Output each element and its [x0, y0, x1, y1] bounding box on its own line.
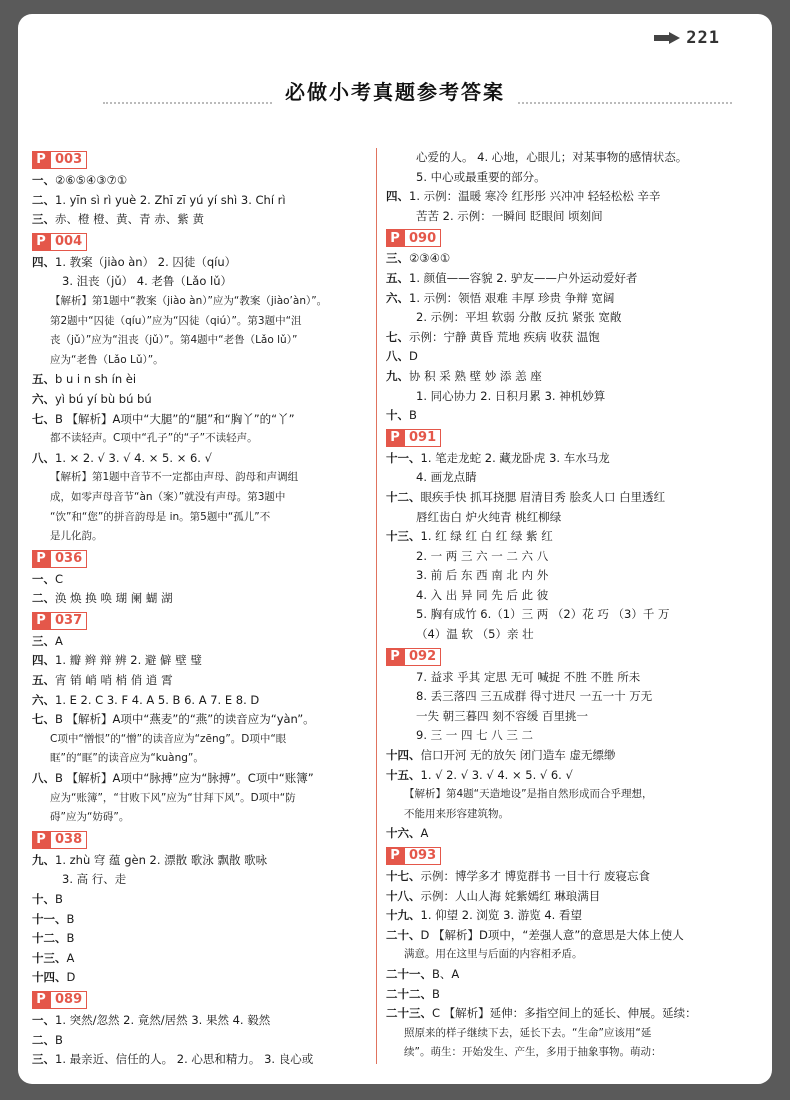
answer-line: [386, 508, 754, 528]
answer-text: 心爱的人。 4. 心地，心眼儿；对某事物的感情状态。: [416, 150, 688, 164]
answer-text: D: [66, 970, 76, 985]
answer-text: 续”。萌生：开始发生、产生，多用于抽象事物。萌动：: [404, 1046, 662, 1059]
answer-line: [32, 949, 372, 969]
answer-text: 1. E 2. C 3. F 4. A 5. B 6. A 7. E 8. D: [55, 692, 260, 707]
question-number: 十八、: [386, 888, 421, 903]
answer-line: [386, 347, 754, 367]
section-page-number: 091: [404, 429, 441, 447]
question-number: 一、: [32, 1012, 55, 1027]
answer-explanation: [386, 945, 754, 965]
answer-text: 1. 示例：温暖 寒冷 红彤彤 兴冲冲 轻轻松松 辛辛: [409, 189, 661, 204]
answer-line: [32, 272, 372, 292]
question-number: 二十、: [386, 927, 421, 942]
answer-line: [32, 968, 372, 988]
answer-line: [386, 249, 754, 269]
answer-line: [32, 1011, 372, 1031]
answer-line: [32, 570, 372, 590]
answer-line: [32, 651, 372, 671]
question-number: 六、: [386, 290, 409, 305]
answer-line: [386, 387, 754, 407]
section-page-badge: [32, 990, 372, 1010]
answer-text: 3. 前 后 东 西 南 北 内 外: [416, 568, 549, 583]
answer-line: [386, 367, 754, 387]
answer-line: [32, 210, 372, 230]
answer-text: 5. 中心或最重要的部分。: [416, 169, 546, 184]
question-number: 五、: [32, 673, 55, 688]
question-number: 二、: [32, 192, 55, 207]
answer-text: 【解析】第1题中“教案（jiào àn）”应为“教案（jiào’àn）”。: [50, 294, 328, 307]
answer-text: B: [66, 931, 75, 946]
answer-line: [32, 1050, 372, 1070]
answer-text: 1. yīn sì rì yuè 2. Zhī zī yú yí shì 3. Chí rì: [55, 192, 286, 207]
answer-text: 照原来的样子继续下去，延长下去。“生命”应该用“延: [404, 1026, 652, 1039]
answer-text: B 【解析】A项中“大腿”的“腿”和“胸丫”的“丫”: [55, 411, 295, 426]
question-number: 四、: [32, 254, 55, 269]
answer-line: [386, 824, 754, 844]
page-p-icon: P: [386, 229, 404, 247]
answer-text: 1. 瓣 辫 辩 辨 2. 避 僻 壁 璧: [55, 653, 202, 668]
answer-text: 5. 胸有成竹 6.（1）三 两 （2）花 巧 （3）千 万: [416, 607, 670, 622]
answer-text: 协 积 采 熟 壁 妙 添 恙 座: [409, 368, 542, 383]
section-page-badge: [32, 549, 372, 569]
answer-explanation: [32, 789, 372, 809]
question-number: 十九、: [386, 908, 421, 923]
answer-text: C: [55, 571, 64, 586]
answer-text: 1. × 2. √ 3. √ 4. × 5. × 6. √: [55, 450, 212, 465]
answer-line: [386, 269, 754, 289]
question-number: 一、: [32, 571, 55, 586]
question-number: 六、: [32, 692, 55, 707]
answer-explanation: [32, 488, 372, 508]
answer-text: 1. 同心协力 2. 日积月累 3. 神机妙算: [416, 388, 606, 403]
answer-text: 碍”应为“妨碍”。: [50, 811, 130, 824]
answer-page: [18, 14, 772, 1084]
answer-text: 1. 红 绿 红 白 红 绿 紫 红: [420, 529, 553, 544]
answer-explanation: [32, 749, 372, 769]
answer-text: 1. 突然/忽然 2. 竟然/居然 3. 果然 4. 毅然: [55, 1012, 271, 1027]
question-number: 十二、: [32, 931, 67, 946]
section-page-badge: [386, 228, 754, 248]
answer-text: 示例：人山人海 姹紫嫣红 琳琅满目: [420, 888, 601, 903]
answer-line: [32, 671, 372, 691]
answer-line: [386, 926, 754, 946]
question-number: 十四、: [32, 970, 67, 985]
answer-text: C 【解析】延伸：多指空间上的延长、伸展。延续：: [432, 1006, 697, 1021]
answer-line: [386, 746, 754, 766]
page-number-text: 221: [686, 28, 720, 48]
answer-explanation: [32, 351, 372, 371]
answer-line: [386, 207, 754, 227]
answer-text: 2. 一 两 三 六 一 二 六 八: [416, 548, 549, 563]
answer-text: 满意。用在这里与后面的内容相矛盾。: [404, 948, 583, 961]
question-number: 十七、: [386, 869, 421, 883]
page-number: [654, 28, 720, 48]
question-number: 六、: [32, 391, 55, 406]
answer-explanation: [32, 468, 372, 488]
answer-text: 眼疾手快 抓耳挠腮 眉清目秀 脍炙人口 白里透红: [420, 489, 666, 504]
answer-line: [32, 870, 372, 890]
question-number: 五、: [32, 372, 55, 387]
page-p-icon: P: [32, 233, 50, 251]
answer-text: 8. 丢三落四 三五成群 得寸进尺 一五一十 万无: [416, 689, 653, 704]
answer-text: C项中“憎恨”的“憎”的读音应为“zēng”。D项中“眼: [50, 732, 287, 745]
answer-text: 宵 销 峭 哨 梢 俏 逍 霄: [55, 673, 173, 688]
answer-line: [32, 449, 372, 469]
left-column: [32, 148, 372, 1070]
section-page-number: 092: [404, 648, 441, 666]
question-number: 二十二、: [386, 986, 432, 1001]
answer-explanation: [386, 785, 754, 805]
answer-text: 9. 三 一 四 七 八 三 二: [416, 728, 534, 743]
section-page-badge: [32, 232, 372, 252]
answer-line: [386, 566, 754, 586]
answer-text: b u i n sh ín èi: [55, 372, 137, 387]
answer-text: 1. 仰望 2. 浏览 3. 游览 4. 看望: [420, 908, 582, 923]
answer-text: B: [432, 986, 440, 1001]
answer-line: [386, 726, 754, 746]
answer-text: 1. 示例：领悟 艰难 丰厚 珍贵 争辩 宽阔: [409, 290, 615, 305]
answer-line: [32, 710, 372, 730]
question-number: 四、: [386, 189, 409, 204]
section-page-number: 038: [50, 831, 87, 849]
question-number: 十二、: [386, 489, 421, 504]
section-page-number: 037: [50, 612, 87, 630]
answer-line: [32, 851, 372, 871]
answer-explanation: [32, 808, 372, 828]
answer-text: 2. 示例：平坦 软弱 分散 反抗 紧张 宽敞: [416, 310, 622, 325]
question-number: 十一、: [32, 911, 67, 926]
answer-line: [386, 168, 754, 188]
section-page-badge: [386, 428, 754, 448]
answer-line: [386, 148, 754, 168]
question-number: 十六、: [386, 826, 421, 841]
answer-text: “饮”和“您”的拼音韵母是 in。第5题中“孤儿”不: [50, 510, 271, 523]
question-number: 八、: [32, 771, 55, 786]
page-p-icon: P: [32, 550, 50, 568]
section-page-badge: [386, 846, 754, 866]
answer-line: [386, 906, 754, 926]
answer-text: 4. 入 出 异 同 先 后 此 彼: [416, 587, 549, 602]
question-number: 三、: [32, 212, 55, 227]
answer-explanation: [386, 1024, 754, 1044]
page-p-icon: P: [386, 648, 404, 666]
answer-explanation: [32, 730, 372, 750]
answer-line: [386, 867, 754, 887]
arrow-right-icon: [654, 32, 680, 44]
answer-text: 1. 教案（jiào àn） 2. 囚徒（qíu）: [55, 254, 237, 269]
question-number: 二十三、: [386, 1006, 432, 1021]
page-p-icon: P: [386, 847, 404, 865]
question-number: 八、: [386, 349, 409, 364]
answer-text: 苦苦 2. 示例：一瞬间 眨眼间 顷刻间: [416, 208, 603, 223]
section-page-number: 003: [50, 151, 87, 169]
question-number: 十、: [386, 408, 409, 423]
answer-text: B: [409, 408, 417, 423]
answer-line: [32, 191, 372, 211]
answer-line: [386, 625, 754, 645]
answer-line: [386, 289, 754, 309]
answer-line: [386, 328, 754, 348]
page-p-icon: P: [32, 151, 50, 169]
page-title: 必做小考真题参考答案: [273, 80, 517, 104]
question-number: 五、: [386, 270, 409, 285]
question-number: 三、: [32, 633, 55, 648]
right-column: [386, 148, 754, 1063]
answer-line: [386, 965, 754, 985]
answer-line: [386, 668, 754, 688]
answer-text: 【解析】第1题中音节不一定都由声母、韵母和声调组: [50, 471, 299, 484]
answer-line: [386, 527, 754, 547]
answer-text: 【解析】第4题“天造地设”是指自然形成而合乎理想，: [404, 788, 653, 801]
question-number: 十一、: [386, 450, 421, 465]
answer-text: A: [420, 826, 429, 841]
answer-text: （4）温 软 （5）亲 壮: [416, 627, 534, 642]
answer-text: ②⑥⑤④③⑦①: [55, 173, 128, 187]
answer-line: [32, 632, 372, 652]
answer-line: [386, 707, 754, 727]
answer-text: A: [55, 633, 63, 648]
answer-explanation: [32, 527, 372, 547]
answer-text: B: [55, 892, 63, 906]
answer-text: 赤、橙 橙、黄、青 赤、紫 黄: [55, 212, 204, 227]
answer-text: B: [66, 911, 75, 926]
answer-explanation: [386, 805, 754, 825]
page-p-icon: P: [32, 612, 50, 630]
answer-line: [386, 308, 754, 328]
question-number: 十三、: [32, 950, 67, 965]
answer-text: B: [55, 1032, 63, 1047]
question-number: 十三、: [386, 529, 421, 544]
section-page-number: 089: [50, 991, 87, 1009]
answer-text: 信口开河 无的放矢 闭门造车 虚无缥缈: [420, 748, 616, 763]
answer-text: 成，如零声母音节“àn（案）”就没有声母。第3题中: [50, 490, 286, 503]
page-p-icon: P: [32, 831, 50, 849]
question-number: 七、: [386, 329, 409, 344]
answer-line: [32, 910, 372, 930]
answer-text: B 【解析】A项中“燕麦”的“燕”的读音应为“yàn”。: [55, 712, 315, 727]
section-page-badge: [32, 150, 372, 170]
section-page-badge: [386, 647, 754, 667]
question-number: 二、: [32, 591, 55, 606]
answer-text: B、A: [432, 966, 460, 981]
answer-text: 3. 沮丧（jǔ） 4. 老鲁（Lǎo lǔ）: [62, 274, 233, 289]
answer-line: [386, 1004, 754, 1024]
question-number: 四、: [32, 653, 55, 668]
answer-line: [386, 985, 754, 1005]
answer-text: 1. zhù 穹 蕴 gèn 2. 漂散 歌泳 飘散 歌咏: [55, 852, 268, 867]
answer-text: D: [409, 349, 418, 364]
answer-explanation: [32, 429, 372, 449]
answer-explanation: [32, 312, 372, 332]
question-number: 七、: [32, 712, 55, 727]
answer-text: 第2题中“囚徒（qíu）”应为“囚徒（qiú）”。第3题中“沮: [50, 314, 302, 327]
answer-line: [386, 449, 754, 469]
question-number: 三、: [386, 251, 409, 266]
section-page-number: 036: [50, 550, 87, 568]
answer-text: B 【解析】A项中“脉搏”应为“脉搏”。C项中“账簿”: [55, 771, 314, 786]
answer-text: 眶”的“眶”的读音应为“kuàng”。: [50, 752, 204, 765]
answer-text: 示例：博学多才 博览群书 一目十行 废寝忘食: [420, 869, 650, 883]
question-number: 二十一、: [386, 966, 432, 981]
question-number: 二、: [32, 1032, 55, 1047]
answer-text: 应为“账簿”，“甘败下风”应为“甘拜下风”。D项中“防: [50, 791, 296, 804]
answer-line: [32, 929, 372, 949]
section-page-badge: [32, 830, 372, 850]
answer-text: ②③④①: [409, 251, 451, 266]
answer-line: [32, 370, 372, 390]
answer-line: [386, 687, 754, 707]
answer-line: [32, 691, 372, 711]
question-number: 九、: [386, 368, 409, 383]
answer-line: [32, 769, 372, 789]
question-number: 七、: [32, 411, 55, 426]
answer-explanation: [32, 331, 372, 351]
question-number: 一、: [32, 173, 55, 187]
answer-text: 唇红齿白 炉火纯青 桃红柳绿: [416, 509, 562, 524]
answer-text: 一失 朝三暮四 刻不容缓 百里挑一: [416, 708, 588, 723]
section-page-badge: [32, 611, 372, 631]
answer-line: [32, 1031, 372, 1051]
answer-text: 1. 颜值——容貌 2. 驴友——户外运动爱好者: [409, 270, 638, 285]
answer-line: [32, 390, 372, 410]
answer-text: 涣 焕 换 唤 瑚 阑 蝴 湖: [55, 591, 173, 606]
page-p-icon: P: [32, 991, 50, 1009]
answer-explanation: [386, 1043, 754, 1063]
answer-explanation: [32, 508, 372, 528]
answer-text: 不能用来形容建筑物。: [404, 807, 509, 820]
answer-text: yì bú yí bù bú bú: [55, 391, 152, 406]
column-divider: [376, 148, 377, 1064]
question-number: 十、: [32, 892, 55, 906]
answer-line: [386, 586, 754, 606]
answer-text: 丧（jǔ）”应为“沮丧（jǔ）”。第4题中“老鲁（Lǎo lǔ）”: [50, 334, 298, 347]
answer-text: 1. 笔走龙蛇 2. 藏龙卧虎 3. 车水马龙: [420, 450, 610, 465]
answer-line: [386, 406, 754, 426]
answer-text: 3. 高 行、走: [62, 872, 127, 887]
section-page-number: 004: [50, 233, 87, 251]
answer-line: [32, 589, 372, 609]
answer-line: [32, 890, 372, 910]
answer-line: [386, 468, 754, 488]
answer-explanation: [32, 292, 372, 312]
answer-line: [386, 887, 754, 907]
answer-text: 示例：宁静 黄昏 荒地 疾病 收获 温饱: [409, 329, 600, 344]
answer-text: 1. √ 2. √ 3. √ 4. × 5. √ 6. √: [420, 767, 573, 782]
answer-line: [32, 253, 372, 273]
answer-text: 4. 画龙点睛: [416, 470, 477, 485]
question-number: 八、: [32, 450, 55, 465]
question-number: 十五、: [386, 767, 421, 782]
answer-line: [386, 547, 754, 567]
answer-text: 1. 最亲近、信任的人。 2. 心思和精力。 3. 良心或: [55, 1052, 314, 1067]
answer-line: [386, 605, 754, 625]
question-number: 九、: [32, 852, 55, 867]
answer-text: 都不读轻声。C项中“孔子”的“子”不读轻声。: [50, 432, 258, 445]
answer-text: 应为“老鲁（Lǎo Lǔ）”。: [50, 353, 164, 366]
answer-text: 是儿化韵。: [50, 530, 103, 543]
question-number: 十四、: [386, 748, 421, 763]
question-number: 三、: [32, 1052, 55, 1067]
answer-text: 7. 益求 乎其 定思 无可 喊捉 不胜 不胜 所未: [416, 669, 641, 684]
answer-line: [32, 171, 372, 191]
answer-text: A: [66, 950, 75, 965]
page-p-icon: P: [386, 429, 404, 447]
section-page-number: 093: [404, 847, 441, 865]
answer-line: [386, 488, 754, 508]
section-page-number: 090: [404, 229, 441, 247]
answer-text: D 【解析】D项中，“差强人意”的意思是大体上使人: [420, 927, 684, 942]
page-title-block: [18, 76, 772, 106]
answer-line: [386, 766, 754, 786]
answer-line: [386, 187, 754, 207]
answer-line: [32, 410, 372, 430]
